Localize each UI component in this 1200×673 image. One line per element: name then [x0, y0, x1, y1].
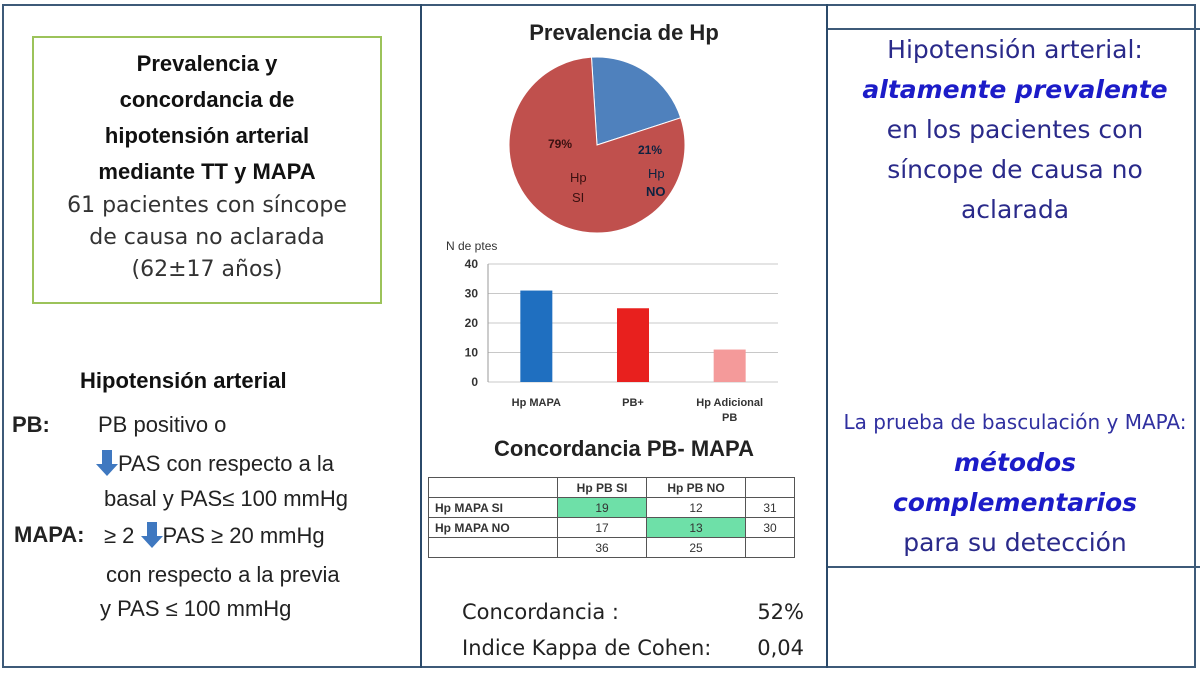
pie-slice-label: SI: [572, 190, 585, 205]
y-tick-label: 30: [464, 286, 478, 301]
title-line: mediante TT y MAPA: [98, 159, 316, 184]
y-tick-label: 10: [464, 345, 478, 360]
bar: [520, 291, 552, 382]
concordance-value: 52%: [757, 600, 804, 624]
mapa-line-1-post: PAS ≥ 20 mmHg: [162, 523, 325, 548]
pie-chart-title: Prevalencia de Hp: [529, 20, 719, 45]
pie-slice-label: Hp: [570, 170, 587, 185]
title-line: hipotensión arterial: [104, 123, 310, 148]
conclusion-line: en los pacientes con: [886, 115, 1144, 144]
y-tick-label: 40: [464, 257, 478, 271]
table-row: [429, 478, 795, 498]
table-cell: 13: [647, 518, 746, 538]
table-header-cell: Hp PB SI: [558, 478, 647, 498]
subtitle-line: 61 pacientes con síncope: [67, 193, 347, 218]
title-line: Prevalencia y: [136, 51, 278, 76]
conclusion-emphasis: complementarios: [892, 488, 1138, 517]
table-cell: [429, 478, 558, 498]
table-cell: 25: [647, 538, 746, 558]
down-arrow-icon: [141, 522, 163, 548]
table-cell: 12: [647, 498, 746, 518]
kappa-label: Indice Kappa de Cohen:: [462, 636, 712, 660]
bar: [714, 350, 746, 382]
concordance-table: [428, 477, 795, 558]
table-row: [429, 518, 795, 538]
study-title: [34, 46, 380, 190]
table-row-header: Hp MAPA NO: [429, 518, 558, 538]
study-subtitle: [34, 190, 380, 286]
right-divider-bottom: [828, 566, 1200, 568]
conclusion-line: Hipotensión arterial:: [887, 35, 1143, 64]
mapa-line-1: [104, 522, 325, 549]
conclusion-emphasis: altamente prevalente: [862, 75, 1168, 104]
mapa-line-1-pre: ≥ 2: [104, 523, 135, 548]
hipotension-heading: Hipotensión arterial: [80, 368, 287, 393]
table-cell: [429, 538, 558, 558]
down-arrow-icon: [96, 450, 118, 476]
bar-chart: [436, 236, 796, 436]
conclusion-line: síncope de causa no: [887, 155, 1143, 184]
y-tick-label: 20: [464, 316, 478, 330]
table-cell: 17: [558, 518, 647, 538]
conclusion-line: aclarada: [960, 195, 1070, 224]
subtitle-line: (62±17 años): [131, 257, 283, 282]
bar: [617, 308, 649, 382]
x-tick-label: Hp Adicional: [696, 397, 764, 409]
table-row: [429, 538, 795, 558]
mapa-line-3: y PAS ≤ 100 mmHg: [100, 596, 292, 621]
mapa-line-2: con respecto a la previa: [106, 562, 340, 587]
conclusion-line: para su detección: [903, 528, 1127, 557]
table-cell: 30: [746, 518, 795, 538]
pie-pct-label: 21%: [638, 143, 663, 157]
mapa-label: MAPA:: [14, 522, 85, 547]
pb-line-2: [96, 450, 334, 477]
pb-line-3: basal y PAS≤ 100 mmHg: [104, 486, 348, 511]
study-title-box: [32, 36, 382, 304]
table-cell: [746, 538, 795, 558]
table-cell: 31: [746, 498, 795, 518]
table-cell: [746, 478, 795, 498]
table-cell: 19: [558, 498, 647, 518]
conclusion-emphasis: métodos: [953, 448, 1077, 477]
y-tick-label: 0: [471, 375, 478, 389]
x-tick-label: PB+: [622, 397, 644, 409]
conclusion-prevalence: [830, 30, 1200, 230]
conclusion-methods: [830, 405, 1200, 563]
table-cell: 36: [558, 538, 647, 558]
pie-pct-label: 79%: [548, 137, 573, 151]
pb-line-1: PB positivo o: [98, 412, 227, 437]
table-header-cell: Hp PB NO: [647, 478, 746, 498]
pie-slice-label: Hp: [648, 166, 665, 181]
table-row: [429, 498, 795, 518]
kappa-value: 0,04: [757, 636, 804, 660]
x-tick-label: PB: [722, 412, 738, 424]
center-panel: [420, 4, 828, 668]
subtitle-line: de causa no aclarada: [89, 225, 325, 250]
pie-chart: [502, 50, 692, 240]
title-line: concordancia de: [119, 87, 295, 112]
pb-label: PB:: [12, 412, 50, 437]
table-row-header: Hp MAPA SI: [429, 498, 558, 518]
concordance-label: Concordancia :: [462, 600, 619, 624]
pie-slice-label: NO: [646, 184, 666, 199]
pb-line-2-text: PAS con respecto a la: [118, 451, 335, 476]
x-tick-label: Hp MAPA: [511, 397, 561, 409]
concordance-title: Concordancia PB- MAPA: [494, 436, 754, 461]
conclusion-methods-intro: La prueba de basculación y MAPA:: [843, 410, 1187, 434]
y-axis-label: N de ptes: [446, 239, 498, 253]
